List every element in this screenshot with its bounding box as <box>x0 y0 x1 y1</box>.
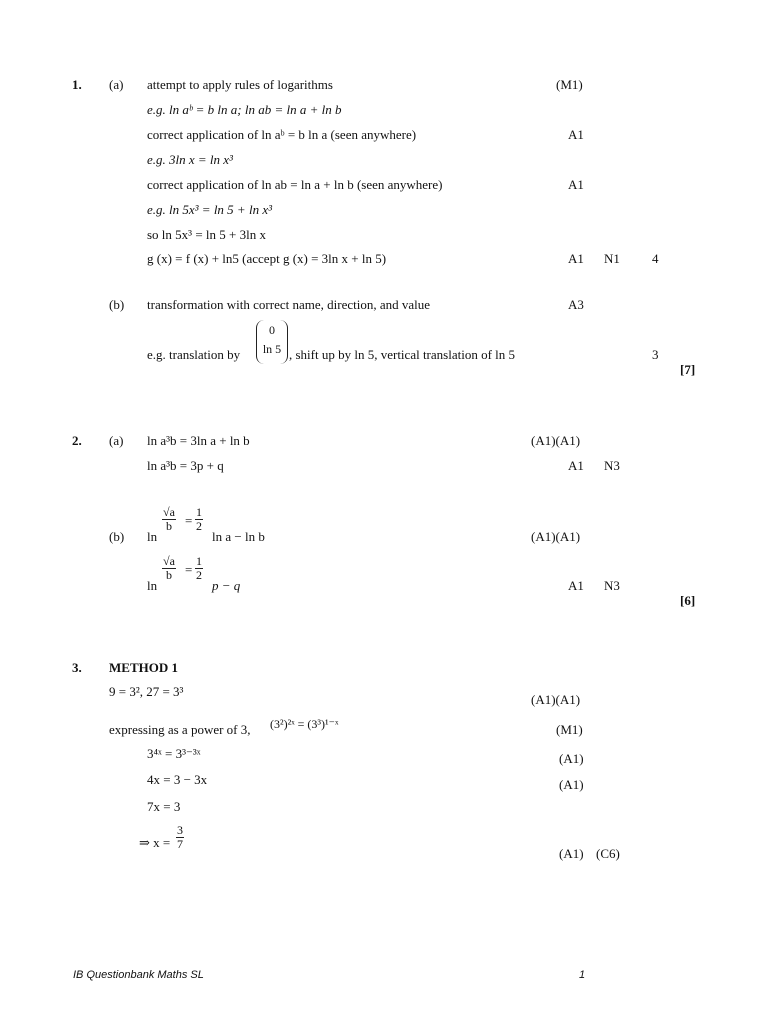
q1a-line-5: correct application of ln ab = ln a + ln b (seen anywhere) <box>147 177 443 192</box>
q1-part-a-label: (a) <box>109 77 124 92</box>
q3-line-2-text: expressing as a power of 3, <box>109 722 251 737</box>
q3-line-4: 4x = 3 − 3x <box>147 772 208 787</box>
q1b-mark-a3: A3 <box>568 297 584 312</box>
question-1-number: 1. <box>72 77 82 92</box>
three-sevenths-fraction: $\frac{3}{7}$ <box>177 823 183 851</box>
equals-sign-1: = <box>185 513 193 528</box>
q3-line-2-expr: (3²)²ˣ = (3³)¹⁻ˣ <box>270 717 339 731</box>
q1b-line-1: transformation with correct name, direction, and value <box>147 297 431 312</box>
q3-mark-3: (A1) <box>559 751 584 766</box>
sqrt-a-over-b-2: $\frac{√a}{b}$ <box>163 554 175 582</box>
footer-page-number: 1 <box>579 969 586 981</box>
q2a-line-1: ln a³b = 3ln a + ln b <box>147 433 250 448</box>
question-2-number: 2. <box>72 433 82 448</box>
q1a-total: 4 <box>652 251 659 266</box>
q2a-mark-1: (A1)(A1) <box>531 433 581 448</box>
q1-total: [7] <box>680 362 696 377</box>
q1a-line-2: e.g. ln aᵇ = b ln a; ln ab = ln a + ln b <box>147 102 342 117</box>
q3-line-3: 3⁴ˣ = 3³⁻³ˣ <box>147 746 201 761</box>
equals-sign-2: = <box>185 562 193 577</box>
q1-part-b-label: (b) <box>109 297 125 312</box>
q1a-line-6: e.g. ln 5x³ = ln 5 + ln x³ <box>147 202 272 217</box>
q1a-mark-a1-2: A1 <box>568 177 584 192</box>
q1a-mark-a1-1: A1 <box>568 127 584 142</box>
q3-mark-6: (A1) <box>559 846 584 861</box>
question-3-number: 3. <box>72 660 82 675</box>
q1b-suffix: , shift up by ln 5, vertical translation of ln 5 <box>289 347 516 362</box>
q1b-prefix: e.g. translation by <box>147 347 241 362</box>
q3-line-6-prefix: ⇒ x = <box>139 835 171 850</box>
q2b-mark-2: A1 <box>568 578 584 593</box>
vector-top: 0 <box>269 323 275 337</box>
q1a-line-1: attempt to apply rules of logarithms <box>147 77 333 92</box>
vector-bottom: ln 5 <box>262 342 282 356</box>
sqrt-a-over-b-1: $\frac{√a}{b}$ <box>163 505 175 533</box>
q3-mark-c6: (C6) <box>596 846 620 861</box>
q1a-line-4: e.g. 3ln x = ln x³ <box>147 152 233 167</box>
q1a-mark-n1: N1 <box>604 251 620 266</box>
q3-mark-4: (A1) <box>559 777 584 792</box>
q1a-mark-m1: (M1) <box>556 77 583 92</box>
q2-total: [6] <box>680 593 696 608</box>
method-heading: METHOD 1 <box>109 660 178 675</box>
q2b-rest-1: ln a − ln b <box>212 529 265 544</box>
q2b-mark-n3: N3 <box>604 578 620 593</box>
q3-mark-2: (M1) <box>556 722 583 737</box>
q1a-line-3: correct application of ln aᵇ = b ln a (seen anywhere) <box>147 127 417 142</box>
column-vector <box>256 320 288 364</box>
q2b-mark-1: (A1)(A1) <box>531 529 581 544</box>
footer-title: IB Questionbank Maths SL <box>73 969 204 981</box>
q3-line-5: 7x = 3 <box>147 799 181 814</box>
q2b-ln-2: ln <box>147 578 158 593</box>
q1b-total: 3 <box>652 347 659 362</box>
q2-part-a-label: (a) <box>109 433 124 448</box>
q1a-line-8: g (x) = f (x) + ln5 (accept g (x) = 3ln x + ln 5) <box>147 251 387 266</box>
q3-mark-1: (A1)(A1) <box>531 692 581 707</box>
q3-line-1: 9 = 3², 27 = 3³ <box>109 684 184 699</box>
q2a-mark-2: A1 <box>568 458 584 473</box>
q2a-mark-n3: N3 <box>604 458 620 473</box>
q1a-line-7: so ln 5x³ = ln 5 + 3ln x <box>147 227 266 242</box>
q1a-mark-a1-3: A1 <box>568 251 584 266</box>
half-fraction-2: $\frac{1}{2}$ <box>196 554 202 582</box>
q2a-line-2: ln a³b = 3p + q <box>147 458 224 473</box>
q2-part-b-label: (b) <box>109 529 125 544</box>
half-fraction-1: $\frac{1}{2}$ <box>196 505 202 533</box>
q2b-rest-2: p − q <box>212 578 241 593</box>
q2b-ln-1: ln <box>147 529 158 544</box>
